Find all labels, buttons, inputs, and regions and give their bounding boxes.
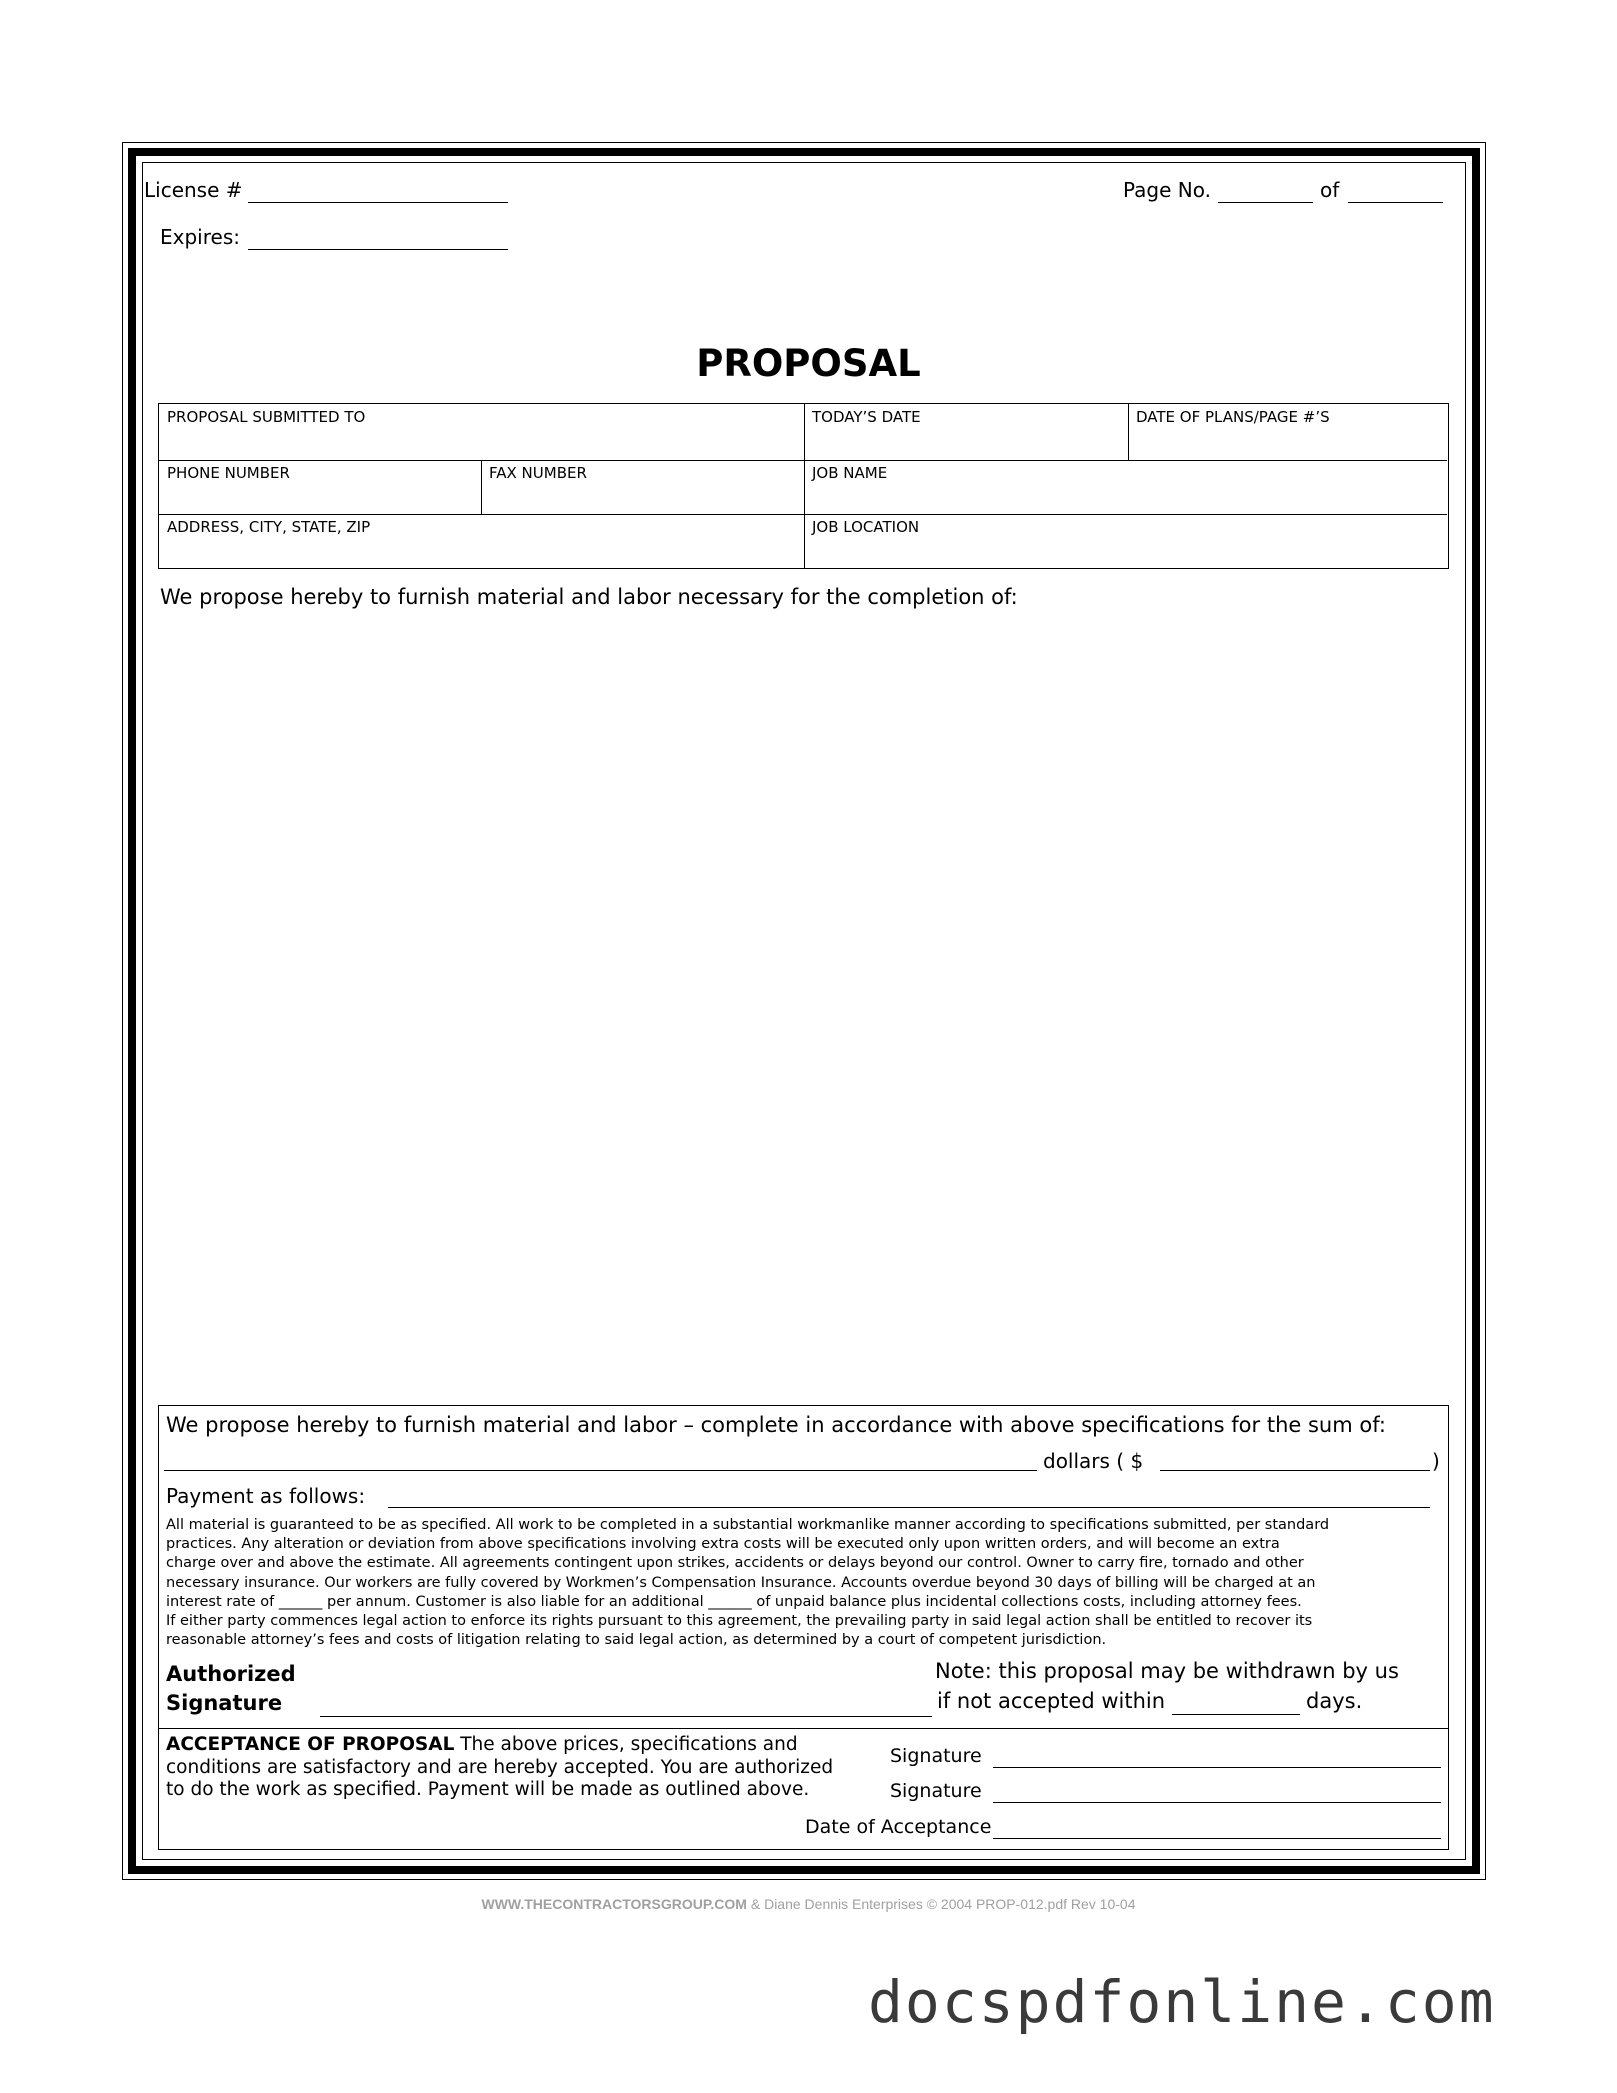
terms-line: necessary insurance. Our workers are fully covered by Workmen’s Compensation Insurance. Accounts overdue beyond 30 days of billing will be charged at an (166, 1574, 1316, 1591)
acceptance-text (166, 1734, 833, 1802)
acceptance-text-2: conditions are satisfactory and are hereby accepted. You are authorized (166, 1756, 834, 1778)
phone-number-label: PHONE NUMBER (167, 464, 290, 482)
watermark: docspdfonline.com (868, 1968, 1496, 2036)
phone-number-field[interactable] (159, 460, 481, 514)
of-label: of (1320, 178, 1340, 202)
date-of-acceptance-label: Date of Acceptance (805, 1816, 992, 1838)
acceptance-divider (158, 1728, 1449, 1729)
fax-number-label: FAX NUMBER (489, 464, 587, 482)
page-title: PROPOSAL (696, 342, 921, 385)
license-field[interactable] (248, 202, 508, 203)
footer-copyright (0, 1896, 1617, 1912)
acceptance-signature-field-1[interactable] (993, 1767, 1441, 1768)
terms-line: reasonable attorney’s fees and costs of litigation relating to said legal action, as determined by a court of competent jurisdiction. (166, 1632, 1107, 1649)
withdraw-note-line2: if not accepted within (937, 1689, 1166, 1713)
terms-line: practices. Any alteration or deviation from above specifications involving extra costs will be executed only upon written orders, and will become an extra (166, 1536, 1280, 1553)
withdraw-note-line1: Note: this proposal may be withdrawn by us (935, 1659, 1399, 1683)
submitted-to-label: PROPOSAL SUBMITTED TO (167, 408, 366, 426)
address-field[interactable] (159, 514, 804, 568)
accept-days-field[interactable] (1172, 1714, 1300, 1715)
terms-line: interest rate of ______ per annum. Customer is also liable for an additional ______ of unpaid balance plus incidental collections costs, including attorney fees. (166, 1593, 1302, 1610)
todays-date-label: TODAY’S DATE (812, 408, 921, 426)
sum-statement: We propose hereby to furnish material and labor – complete in accordance with above specifications for the sum of: (166, 1413, 1386, 1437)
acceptance-title: ACCEPTANCE OF PROPOSAL (166, 1734, 455, 1755)
todays-date-field[interactable] (804, 404, 1128, 460)
expires-label: Expires: (160, 225, 240, 249)
job-location-field[interactable] (804, 514, 1448, 568)
propose-statement: We propose hereby to furnish material and labor necessary for the completion of: (160, 585, 1018, 609)
expires-field[interactable] (248, 249, 508, 250)
date-of-plans-label: DATE OF PLANS/PAGE #’S (1136, 408, 1330, 426)
date-of-acceptance-field[interactable] (993, 1838, 1441, 1839)
days-label: days. (1306, 1689, 1363, 1713)
work-description-area[interactable] (158, 620, 1449, 1390)
payment-field[interactable] (388, 1507, 1430, 1508)
terms-line: If either party commences legal action to enforce its rights pursuant to this agreement, the prevailing party in said legal action shall be entitled to recover its (166, 1613, 1313, 1630)
fax-number-field[interactable] (481, 460, 804, 514)
signature-label-1: Signature (890, 1745, 982, 1767)
address-label: ADDRESS, CITY, STATE, ZIP (167, 518, 371, 536)
sum-amount-field[interactable] (1160, 1470, 1430, 1471)
job-name-label: JOB NAME (812, 464, 888, 482)
terms-line: All material is guaranteed to be as specified. All work to be completed in a substantial workmanlike manner according to specifications submitted, per standard (166, 1517, 1330, 1533)
terms-fine-print (166, 1516, 1441, 1650)
payment-label: Payment as follows: (166, 1484, 366, 1508)
dollars-label: dollars ( $ (1043, 1449, 1144, 1473)
sum-words-field[interactable] (164, 1470, 1037, 1471)
date-of-plans-field[interactable] (1128, 404, 1448, 460)
acceptance-text-3: to do the work as specified. Payment will be made as outlined above. (166, 1779, 810, 1800)
page-total-field[interactable] (1348, 202, 1443, 203)
license-label: License # (144, 178, 243, 202)
terms-line: charge over and above the estimate. All agreements contingent upon strikes, accidents or delays beyond our control. Owner to carry fire, tornado and other (166, 1555, 1304, 1572)
footer-rest: & Diane Dennis Enterprises © 2004 PROP-012.pdf Rev 10-04 (746, 1896, 1136, 1912)
authorized-label-line2: Signature (166, 1691, 283, 1715)
footer-site: WWW.THECONTRACTORSGROUP.COM (481, 1896, 747, 1912)
info-table (158, 403, 1449, 569)
job-location-label: JOB LOCATION (812, 518, 920, 536)
page-no-label: Page No. (1123, 178, 1211, 202)
acceptance-text-1: The above prices, specifications and (454, 1734, 798, 1755)
page-no-field[interactable] (1218, 202, 1313, 203)
close-paren: ) (1432, 1449, 1440, 1473)
acceptance-signature-field-2[interactable] (993, 1802, 1441, 1803)
signature-label-2: Signature (890, 1780, 982, 1802)
job-name-field[interactable] (804, 460, 1448, 514)
submitted-to-field[interactable] (159, 404, 804, 460)
authorized-signature-field[interactable] (320, 1716, 932, 1717)
authorized-label-line1: Authorized (166, 1662, 296, 1686)
